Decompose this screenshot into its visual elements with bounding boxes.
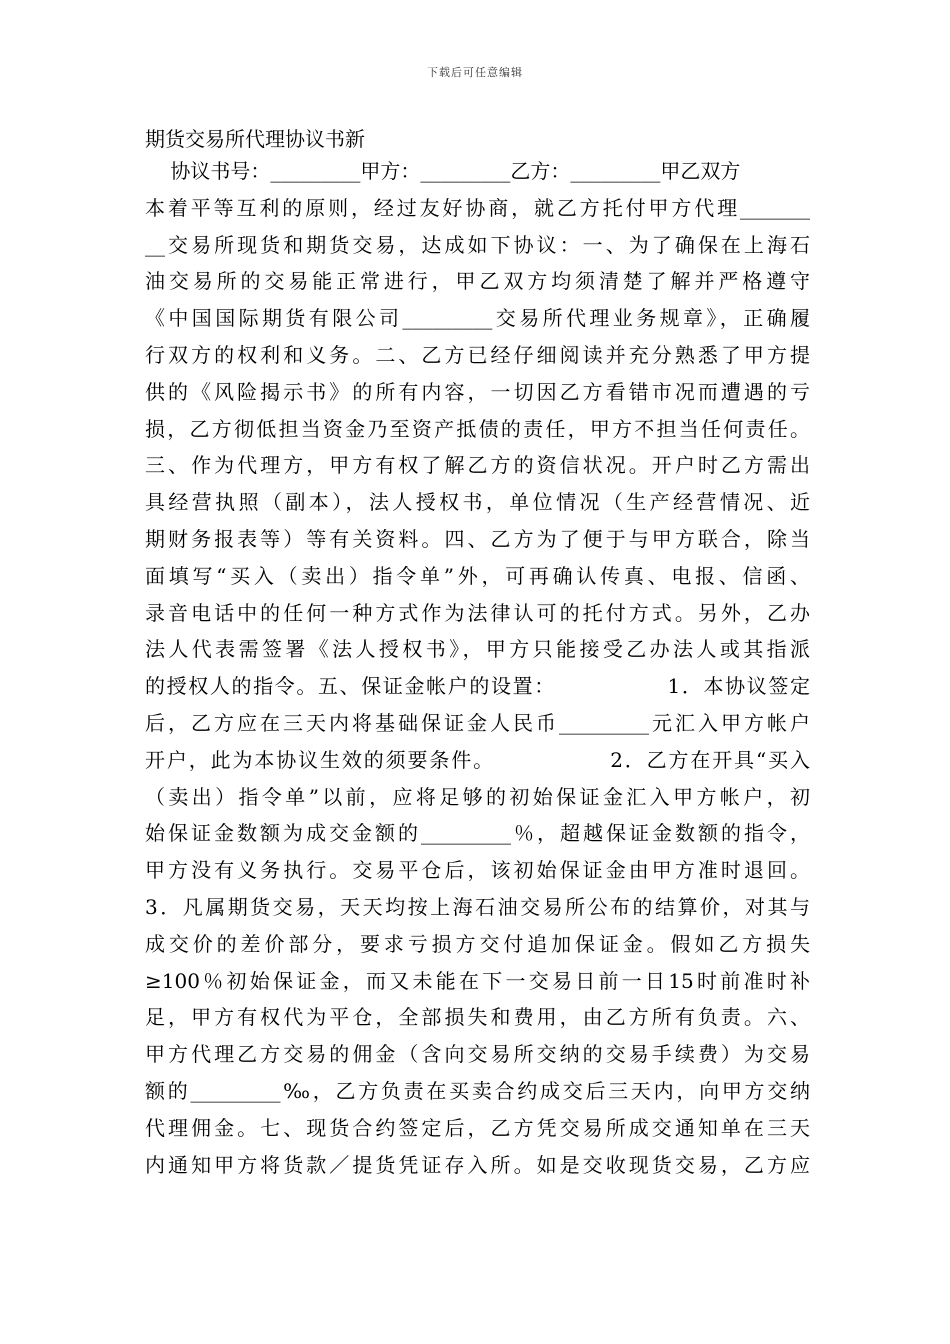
body-line: 行双方的权利和义务。二、乙方已经仔细阅读并充分熟悉了甲方提 (145, 342, 810, 367)
body-line: __交易所现货和期货交易，达成如下协议：一、为了确保在上海石 (145, 232, 810, 257)
document-body (145, 157, 810, 1187)
body-line: 录音电话中的任何一种方式作为法律认可的托付方式。另外，乙办 (145, 600, 810, 625)
body-line: （卖出）指令单”以前，应将足够的初始保证金汇入甲方帐户，初 (145, 784, 810, 809)
body-line: 油交易所的交易能正常进行，甲乙双方均须清楚了解并严格遵守 (145, 269, 810, 294)
body-line: 甲方代理乙方交易的佣金（含向交易所交纳的交易手续费）为交易 (145, 1042, 810, 1067)
body-line: 内通知甲方将货款／提货凭证存入所。如是交收现货交易，乙方应 (145, 1152, 810, 1177)
body-line: 足，甲方有权代为平仓，全部损失和费用，由乙方所有负责。六、 (145, 1005, 810, 1030)
document-title: 期货交易所代理协议书新 (145, 127, 365, 151)
body-line: 3．凡属期货交易，天天均按上海石油交易所公布的结算价，对其与 (145, 894, 810, 919)
body-line: 本着平等互利的原则，经过友好协商，就乙方托付甲方代理_______ (145, 195, 810, 220)
body-line: 开户，此为本协议生效的须要条件。 2．乙方在开具“买入 (145, 747, 810, 772)
body-line: 面填写“买入（卖出）指令单”外，可再确认传真、电报、信函、 (145, 563, 810, 588)
body-line: 损，乙方彻低担当资金乃至资产抵债的责任，甲方不担当任何责任。 (145, 416, 810, 441)
body-line: 甲方没有义务执行。交易平仓后，该初始保证金由甲方准时退回。 (145, 858, 810, 883)
body-line: 协议书号：_________甲方：_________乙方：_________甲乙双方 (145, 159, 741, 183)
body-line: 三、作为代理方，甲方有权了解乙方的资信状况。开户时乙方需出 (145, 453, 810, 478)
body-line: 具经营执照（副本），法人授权书，单位情况（生产经营情况、近 (145, 490, 810, 515)
body-line: 始保证金数额为成交金额的_________％，超越保证金数额的指令， (145, 821, 810, 846)
body-line: 法人代表需签署《法人授权书》，甲方只能接受乙办法人或其指派 (145, 637, 810, 662)
body-line: 额的_________‰，乙方负责在买卖合约成交后三天内，向甲方交纳 (145, 1078, 810, 1103)
body-line: 期财务报表等）等有关资料。四、乙方为了便于与甲方联合，除当 (145, 526, 810, 551)
body-line: 供的《风险揭示书》的所有内容，一切因乙方看错市况而遭遇的亏 (145, 379, 810, 404)
body-line: 后，乙方应在三天内将基础保证金人民币_________元汇入甲方帐户 (145, 710, 810, 735)
body-line: ≥100％初始保证金，而又未能在下一交易日前一日15时前准时补 (145, 968, 810, 993)
page-header-note: 下载后可任意编辑 (427, 66, 523, 79)
body-line: 的授权人的指令。五、保证金帐户的设置： 1．本协议签定 (145, 674, 810, 699)
body-line: 《中国国际期货有限公司_________交易所代理业务规章》，正确履 (145, 306, 810, 331)
body-line: 代理佣金。七、现货合约签定后，乙方凭交易所成交通知单在三天 (145, 1115, 810, 1140)
body-line: 成交价的差价部分，要求亏损方交付追加保证金。假如乙方损失 (145, 931, 810, 956)
